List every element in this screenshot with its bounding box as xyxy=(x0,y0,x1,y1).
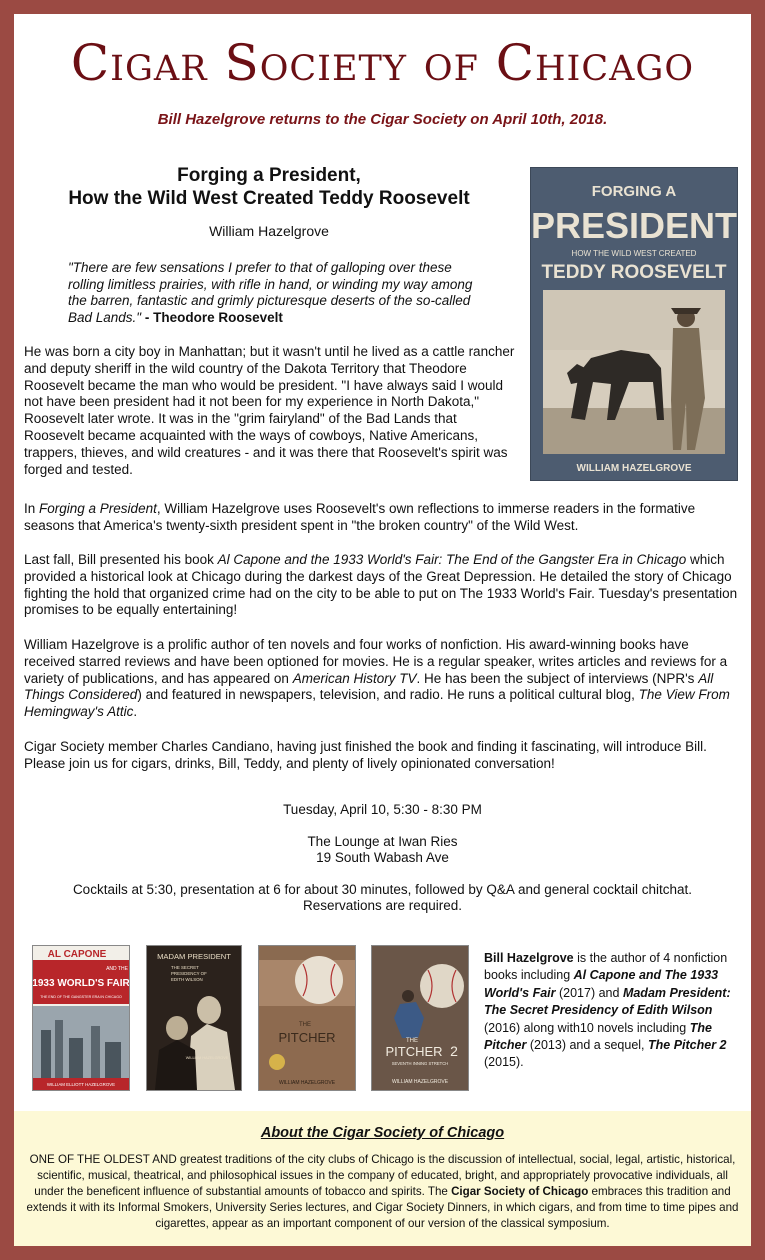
capone-l1: AL CAPONE xyxy=(47,949,107,960)
bio-t1: is the author of 4 nonfiction books including xyxy=(484,951,728,983)
pitcher-author: WILLIAM HAZELGROVE xyxy=(278,1080,336,1086)
para2-post: , William Hazelgrove uses Roosevelt's own reflections to immerse readers in the formative seasons that America's twenty-sixth president spent in "the broken country" of the Wild West. xyxy=(24,501,696,533)
capone-l3: 1933 WORLD'S FAIR xyxy=(33,978,129,989)
bio-b4: The Pitcher 2 xyxy=(648,1038,727,1053)
cover-line1: FORGING A xyxy=(591,183,677,200)
about-post: embraces this tradition and extends it with its Informal Smokers, University Series lectures, and Cigar Society Dinners, in which cigars, and from time to time pipes and cigarettes, appear as an important component of our version of the classical symposium. xyxy=(26,1185,739,1230)
baseball-icon xyxy=(295,956,343,1004)
last-fall-paragraph xyxy=(24,552,742,619)
quote-text: "There are few sensations I prefer to that of galloping over these rolling limitless prairies, with rifle in hand, or winding my way among the barren, fantastic and grimly picturesque deserts of the so-called Bad Lands." xyxy=(68,260,473,325)
pitcher2-l4: SEVENTH INNING STRETCH xyxy=(391,1061,449,1066)
quote-attribution: - Theodore Roosevelt xyxy=(144,309,283,325)
book-cover-madam-president xyxy=(146,945,242,1091)
bio-t3: (2016) along with10 novels including xyxy=(484,1020,690,1035)
author-bio xyxy=(484,950,744,1072)
cover-line3: HOW THE WILD WEST CREATED xyxy=(571,249,697,258)
bio-b1: Al Capone and The 1933 World's Fair xyxy=(484,968,719,1000)
capone-author: WILLIAM ELLIOTT HAZELGROVE xyxy=(46,1082,116,1087)
para4-mid1: . He has been the subject of interviews (NPR's xyxy=(416,670,699,686)
about-heading: About the Cigar Society of Chicago xyxy=(260,1125,505,1141)
book-title xyxy=(24,164,514,210)
about-society-name: Cigar Society of Chicago xyxy=(451,1185,589,1198)
capone-l4: THE END OF THE GANGSTER ERA IN CHICAGO xyxy=(40,995,122,999)
page-frame xyxy=(14,14,751,1246)
reservations-note: Reservations are required. xyxy=(302,898,463,913)
bio-b3: The Pitcher xyxy=(484,1020,712,1053)
madam-l3: PRESIDENCY OF xyxy=(171,971,207,976)
masthead-title: Cigar Society of Chicago xyxy=(70,34,695,92)
cover-line2: PRESIDENT xyxy=(531,205,737,246)
pitcher2-author: WILLIAM HAZELGROVE xyxy=(391,1079,449,1085)
about-pre: ONE OF THE OLDEST AND greatest traditions of the city clubs of Chicago is the discussion of intellectual, social, legal, artistic, historical, scientific, musical, theatrical, and philosophical issues in the company of educated, bright, and appropriately provocative individuals, all under the beneficent influence of substantial amounts of tobacco and spirits. The xyxy=(29,1153,736,1198)
cover-line4: TEDDY ROOSEVELT xyxy=(541,262,727,283)
madam-l1: MADAM PRESIDENT xyxy=(157,952,231,961)
para2-book: Forging a President xyxy=(39,501,157,516)
event-tagline: Bill Hazelgrove returns to the Cigar Society on April 10th, 2018. xyxy=(157,111,608,128)
book-cover-the-pitcher xyxy=(258,945,356,1091)
para4-blog: The View From Hemingway's Attic xyxy=(24,687,730,720)
para3-pre: Last fall, Bill presented his book xyxy=(24,552,218,567)
madam-author: WILLIAM HAZELGROVE xyxy=(185,1056,229,1060)
bio-name: Bill Hazelgrove xyxy=(484,951,574,965)
bio-b2: Madam President: The Secret Presidency of Edith Wilson xyxy=(484,985,731,1018)
para3-post: which provided a historical look at Chicago during the darkest days of the Great Depression. He detailed the story of Chicago fighting the hold that organized crime had on the city to be able to put on The 1933 World's Fair. Tuesday's presentation promises to be equally entertaining! xyxy=(24,552,738,618)
para3-book: Al Capone and the 1933 World's Fair: The End of the Gangster Era in Chicago xyxy=(217,552,687,567)
pitcher2-l2: PITCHER xyxy=(385,1044,443,1059)
pitcher-l2: PITCHER xyxy=(278,1030,336,1045)
invitation-paragraph: Cigar Society member Charles Candiano, having just finished the book and finding it fascinating, will introduce Bill. Please join us for cigars, drinks, Bill, Teddy, and plenty of lively opinionated conversation! xyxy=(24,739,707,771)
pitcher2-l1: THE xyxy=(406,1038,418,1044)
para4-pre: William Hazelgrove is a prolific author of ten novels and four works of nonfiction. His award-winning books have received starred reviews and have been optioned for movies. He is a regular speaker, writes articles and reviews for a variety of publications, and has appeared on xyxy=(24,637,728,686)
para4-npr: All Things Considered xyxy=(24,670,714,703)
event-date: Tuesday, April 10, 5:30 - 8:30 PM xyxy=(283,802,482,817)
award-medal-icon xyxy=(269,1054,285,1070)
author-paragraph xyxy=(24,637,742,721)
venue-name: The Lounge at Iwan Ries xyxy=(307,834,458,849)
bio-t4: (2013) and a sequel, xyxy=(526,1038,649,1053)
intro-paragraph: He was born a city boy in Manhattan; but it wasn't until he lived as a cattle rancher and deputy sheriff in the wild country of the Dakota Territory that Theodore Roosevelt became the man who would be president. "I have always said I would not have been president had it not been for my experience in North Dakota," Roosevelt later wrote. It was in the "grim fairyland" of the Bad Lands that Roosevelt became acquainted with the ways of cowboys, Native Americans, trappers, thieves, and wild creatures - and it was there that Roosevelt's spirit was forged and tested. xyxy=(24,344,515,477)
pitcher2-l3: 2 xyxy=(450,1043,458,1059)
roosevelt-quote xyxy=(68,260,488,326)
pitcher-l1: THE xyxy=(299,1022,311,1028)
cover-art xyxy=(531,168,737,480)
book-cover-forging-a-president xyxy=(530,167,738,481)
para4-post: . xyxy=(133,704,138,720)
bio-t2: (2017) and xyxy=(555,985,623,1000)
book-title-line1: Forging a President, xyxy=(177,165,361,186)
book-title-line2: How the Wild West Created Teddy Roosevelt xyxy=(68,188,470,209)
madam-l2: THE SECRET xyxy=(171,965,199,970)
book-summary-paragraph xyxy=(24,501,742,535)
capone-l2: AND THE xyxy=(106,966,128,972)
book-author: William Hazelgrove xyxy=(209,223,329,239)
para4-tv: American History TV xyxy=(292,670,417,686)
about-text xyxy=(24,1152,741,1232)
book-cover-al-capone xyxy=(32,945,130,1091)
bio-t5: (2015). xyxy=(484,1055,524,1070)
cover-author: WILLIAM HAZELGROVE xyxy=(576,463,692,474)
about-section xyxy=(14,1111,751,1246)
book-cover-the-pitcher-2 xyxy=(371,945,469,1091)
para4-mid2: ) and featured in newspapers, television, and radio. He runs a political cultural blog, xyxy=(137,687,639,703)
baseball-icon xyxy=(420,964,464,1008)
event-schedule: Cocktails at 5:30, presentation at 6 for about 30 minutes, followed by Q&A and general cocktail chitchat. xyxy=(72,882,693,897)
madam-l4: EDITH WILSON xyxy=(171,977,203,982)
para2-pre: In xyxy=(24,501,40,516)
venue-address: 19 South Wabash Ave xyxy=(316,850,449,865)
